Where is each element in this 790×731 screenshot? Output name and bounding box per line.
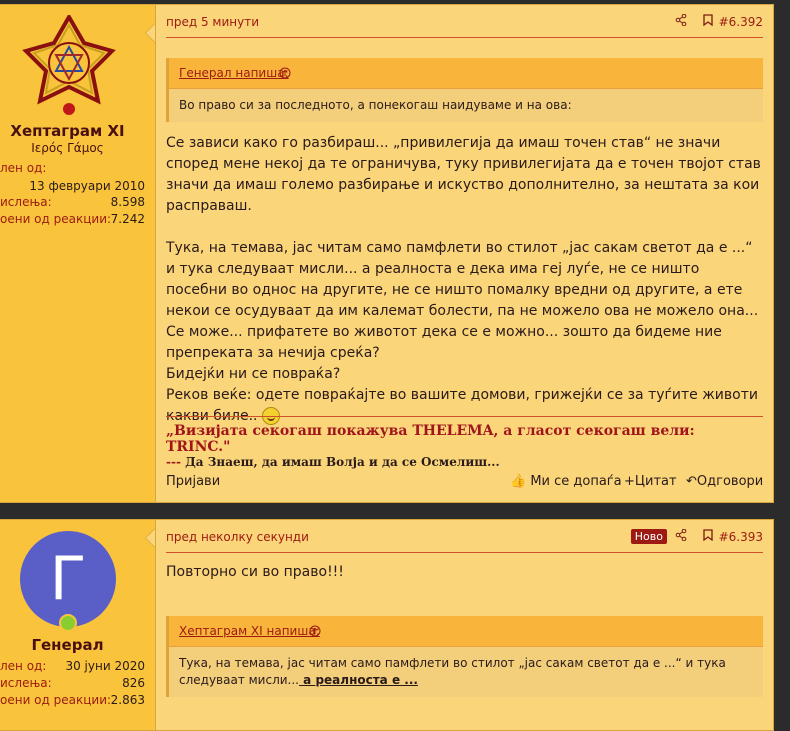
stat-reactions-value: 7.242 xyxy=(110,212,145,226)
quote-author[interactable]: Хептаграм XI напиша: xyxy=(179,624,320,638)
like-label: Ми се допаѓа xyxy=(530,474,622,489)
post-meta xyxy=(166,520,763,553)
stat-joined-label: лен од: xyxy=(0,161,47,175)
quote-author[interactable]: Генерал напиша: xyxy=(179,66,289,80)
signature-dash: --- xyxy=(166,455,181,469)
stat-messages-label: ислења: xyxy=(0,195,52,209)
post-meta xyxy=(166,5,763,38)
author-sidebar xyxy=(0,520,156,730)
stat-reactions-label: оени од реакции: xyxy=(0,212,112,226)
paragraph: Се зависи како го разбираш... „привилегија да имаш точен став“ не значи според мене некој да те ограничува, туку привилегијата да е точен твојот став значи да имаш големо разбирање и искуство дополнително, за нештата за кои расправаш. xyxy=(166,135,761,214)
bookmark-icon[interactable] xyxy=(703,14,713,30)
stat-joined-value: 13 февруари 2010 xyxy=(29,179,145,193)
post-time[interactable]: пред 5 минути xyxy=(166,15,259,29)
signature xyxy=(166,416,763,469)
author-sidebar xyxy=(0,5,156,502)
post-number[interactable]: #6.392 xyxy=(718,15,763,29)
paragraph: Бидејќи ни се повраќа? xyxy=(166,366,341,382)
post-body: Повторно си во право!!! xyxy=(166,564,344,580)
avatar[interactable] xyxy=(20,531,116,627)
post-main xyxy=(156,5,773,502)
author-name[interactable]: Генерал xyxy=(31,636,104,654)
reply-button[interactable] xyxy=(686,474,763,489)
stat-messages-value[interactable]: 8.598 xyxy=(110,195,145,209)
post-time[interactable]: пред неколку секунди xyxy=(166,530,309,544)
share-icon[interactable] xyxy=(675,14,687,30)
signature-line-2 xyxy=(166,455,763,469)
signature-line-1: „Визијата секогаш покажува THELEMA, а гласот секогаш вели: TRINC." xyxy=(166,423,695,455)
signature-text: Да Знаеш, да имаш Волја и да се Осмелиш... xyxy=(185,455,500,469)
post-6392 xyxy=(0,4,774,503)
share-icon[interactable] xyxy=(675,529,687,545)
online-indicator xyxy=(59,614,77,632)
post-main xyxy=(156,520,773,730)
paragraph: Тука, на темава, јас читам само памфлети во стилот „јас сакам светот да е ...“ и тука следуваат мисли... а реалноста е дека има геј луѓе, не се ништо посебни во однос на другите, не се ништо помалку вредни од другите, а ете некои се осудуваат да им калемат болести, па не можело ова не можело она... xyxy=(166,240,759,319)
arrow-up-circle-icon[interactable] xyxy=(279,67,291,79)
quote-text-link[interactable]: а реалноста е ... xyxy=(299,673,418,687)
quote-text xyxy=(169,647,763,697)
stat-messages-value[interactable]: 826 xyxy=(122,676,145,690)
post-number[interactable]: #6.393 xyxy=(718,530,763,544)
quote-text-part: Тука, на темава, јас читам само памфлети во стилот „јас сакам светот да е ...“ и тука следуваат мисли... xyxy=(179,656,726,687)
avatar[interactable] xyxy=(22,15,116,109)
quote-text: Во право си за последното, а понекогаш наидуваме и на ова: xyxy=(169,89,763,122)
like-button[interactable] xyxy=(510,474,622,489)
quote-header[interactable] xyxy=(169,616,763,647)
author-name[interactable]: Хептаграм XI xyxy=(10,122,125,140)
report-link[interactable]: Пријави xyxy=(166,474,221,489)
arrow-up-circle-icon[interactable] xyxy=(309,625,321,637)
quote-block xyxy=(166,616,763,697)
stat-reactions-value: 2.863 xyxy=(110,693,145,707)
post-6393 xyxy=(0,519,774,731)
quote-label: Цитат xyxy=(634,474,677,489)
reply-icon: ↶ xyxy=(686,474,697,489)
stat-messages-label: ислења: xyxy=(0,676,52,690)
avatar-initial: Г xyxy=(49,544,87,614)
thumbs-up-icon: 👍 xyxy=(510,474,527,489)
quote-button[interactable] xyxy=(624,474,677,489)
quote-header[interactable] xyxy=(169,58,763,89)
new-badge: Ново xyxy=(631,529,667,544)
paragraph-text: Реков веќе: одете повраќајте во вашите домови, грижејќи се за туѓите животи какви биле.. xyxy=(166,387,758,424)
post-body xyxy=(166,133,763,427)
paragraph: Се може... прифатете во животот дека се е можно... зошто да бидеме ние препреката за нечија среќа? xyxy=(166,324,722,361)
author-title: Ιερός Γάμος xyxy=(31,141,104,155)
stat-joined-label: лен од: xyxy=(0,659,47,673)
bookmark-icon[interactable] xyxy=(703,529,713,545)
stat-reactions-label: оени од реакции: xyxy=(0,693,112,707)
plus-icon: + xyxy=(624,474,635,489)
reply-label: Одговори xyxy=(696,474,764,489)
online-indicator xyxy=(61,101,77,117)
post-actions xyxy=(166,468,763,496)
quote-block xyxy=(166,58,763,122)
stat-joined-value: 30 јуни 2020 xyxy=(65,659,145,673)
